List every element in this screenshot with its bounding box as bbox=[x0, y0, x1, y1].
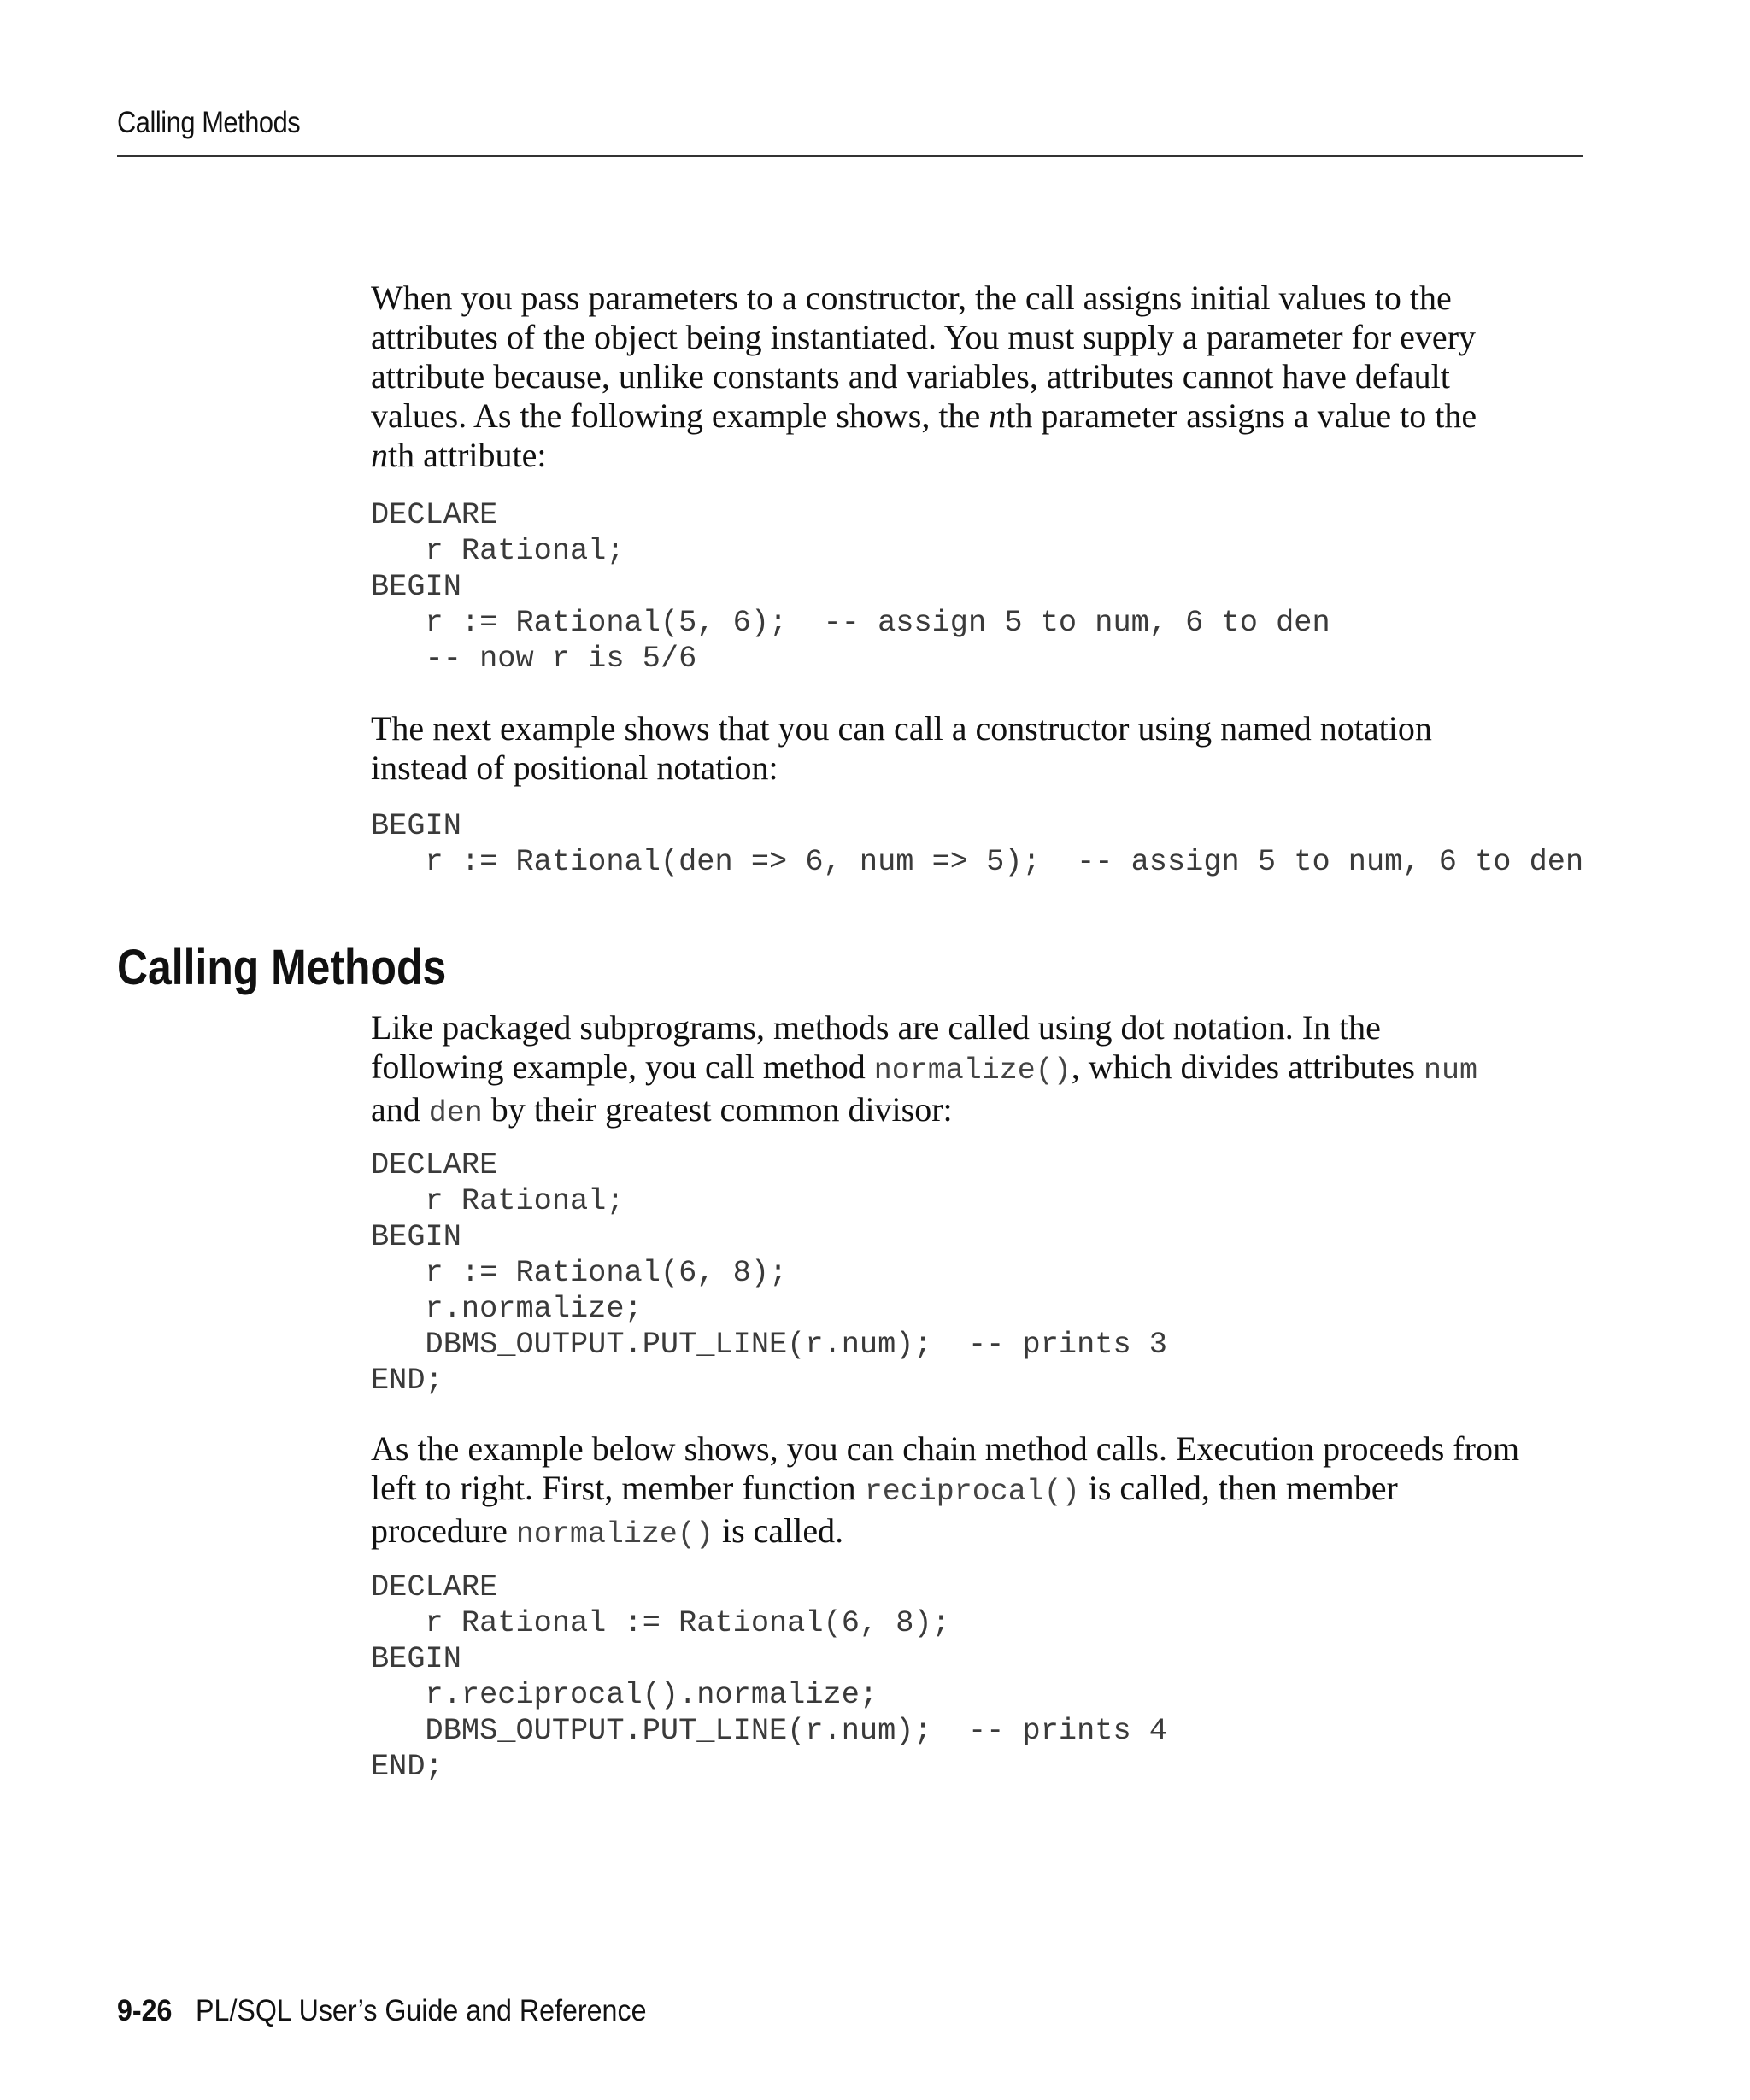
code-example-normalize: DECLARE r Rational; BEGIN r := Rational(6, 8); r.normalize; DBMS_OUTPUT.PUT_LINE(r.num); -- prints 3 END; bbox=[371, 1148, 1167, 1398]
italic-n: n bbox=[371, 436, 388, 474]
paragraph-line: As the example below shows, you can chain method calls. Execution proceeds from bbox=[371, 1429, 1520, 1468]
text-run: th parameter assigns a value to the bbox=[1006, 396, 1477, 435]
italic-n: n bbox=[989, 396, 1007, 435]
paragraph-line bbox=[371, 436, 1477, 475]
text-run: is called, then member bbox=[1079, 1469, 1398, 1507]
paragraph-line: When you pass parameters to a constructor, the call assigns initial values to the bbox=[371, 279, 1452, 317]
code-example-named-constructor: BEGIN r := Rational(den => 6, num => 5); -- assign 5 to num, 6 to den bbox=[371, 809, 1584, 879]
text-run: following example, you call method bbox=[371, 1047, 874, 1086]
paragraph-line bbox=[371, 1511, 1519, 1554]
paragraph-line bbox=[371, 396, 1477, 436]
text-run: values. As the following example shows, the bbox=[371, 396, 990, 435]
dot-notation-paragraph bbox=[371, 1008, 1477, 1133]
named-notation-paragraph bbox=[371, 709, 1432, 788]
running-header-title: Calling Methods bbox=[117, 106, 301, 139]
paragraph-line: The next example shows that you can call a constructor using named notation bbox=[371, 709, 1432, 748]
inline-code: normalize() bbox=[873, 1053, 1072, 1088]
page-footer bbox=[117, 1994, 646, 2028]
section-heading: Calling Methods bbox=[117, 940, 447, 995]
chain-method-calls-paragraph bbox=[371, 1429, 1519, 1554]
inline-code: num bbox=[1423, 1053, 1477, 1088]
inline-code: normalize() bbox=[515, 1517, 714, 1552]
text-run: left to right. First, member function bbox=[371, 1469, 865, 1507]
code-example-positional-constructor: DECLARE r Rational; BEGIN r := Rational(5, 6); -- assign 5 to num, 6 to den -- now r is 5/6 bbox=[371, 498, 1330, 676]
text-run: and bbox=[371, 1090, 429, 1129]
text-run: , which divides attributes bbox=[1071, 1047, 1424, 1086]
text-run: is called. bbox=[713, 1511, 844, 1550]
paragraph-line: attributes of the object being instantiated. You must supply a parameter for every bbox=[371, 318, 1477, 356]
header-divider bbox=[117, 155, 1583, 157]
paragraph-line bbox=[371, 1469, 1519, 1511]
paragraph-line: attribute because, unlike constants and variables, attributes cannot have default bbox=[371, 357, 1450, 396]
inline-code: reciprocal() bbox=[864, 1475, 1080, 1509]
page-number: 9-26 bbox=[117, 1994, 173, 2027]
paragraph-line bbox=[371, 1047, 1477, 1090]
book-title: PL/SQL User’s Guide and Reference bbox=[196, 1994, 647, 2027]
text-run: procedure bbox=[371, 1511, 516, 1550]
constructor-parameters-paragraph bbox=[371, 279, 1477, 475]
text-run: by their greatest common divisor: bbox=[482, 1090, 953, 1129]
paragraph-line bbox=[371, 1090, 1477, 1133]
code-example-chained-calls: DECLARE r Rational := Rational(6, 8); BEGIN r.reciprocal().normalize; DBMS_OUTPUT.PUT_LINE(r.num); -- prints 4 END; bbox=[371, 1570, 1167, 1784]
text-run: th attribute: bbox=[388, 436, 547, 474]
paragraph-line: instead of positional notation: bbox=[371, 748, 778, 787]
inline-code: den bbox=[428, 1096, 483, 1130]
paragraph-line: Like packaged subprograms, methods are called using dot notation. In the bbox=[371, 1008, 1381, 1047]
